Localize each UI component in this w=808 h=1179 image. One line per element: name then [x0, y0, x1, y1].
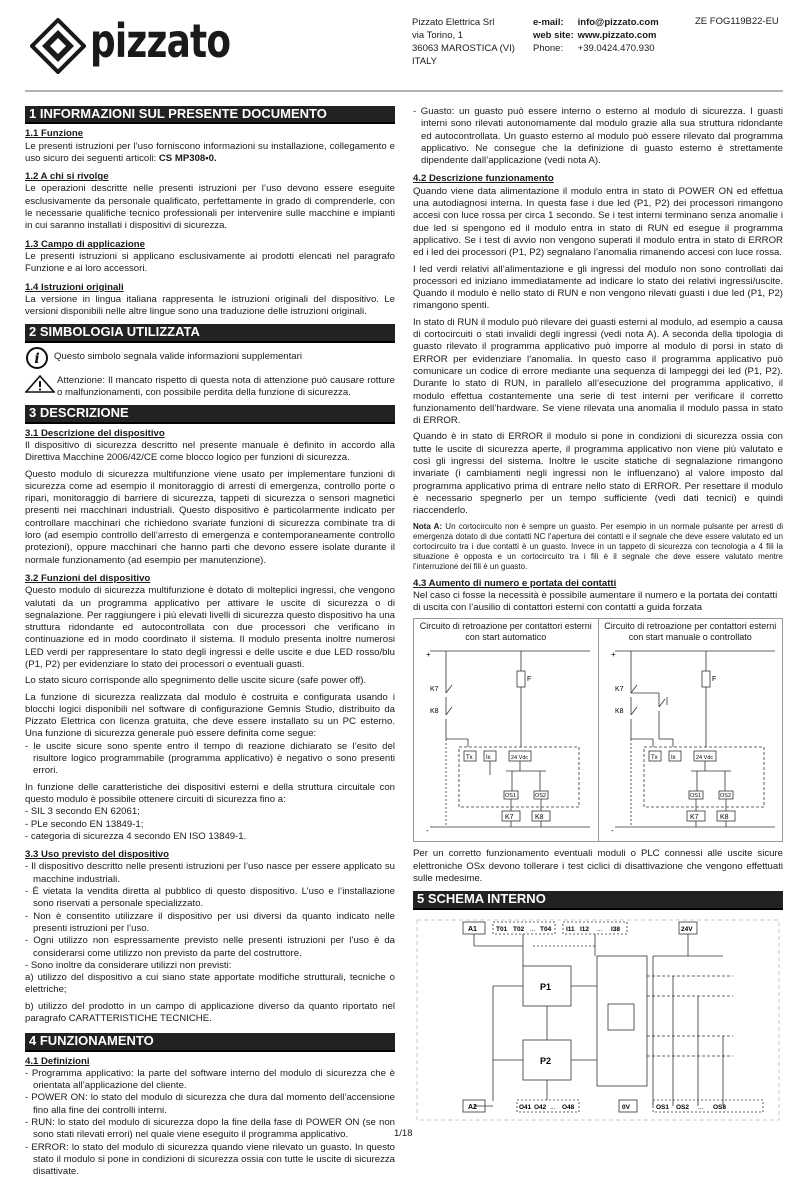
24v-terminal: 24V: [681, 925, 693, 933]
circuit-auto-title: Circuito di retroazione per contattori esterni con start automatico: [419, 621, 592, 643]
pizzato-diamond-icon: [30, 18, 86, 74]
company-address: [412, 16, 515, 68]
article-code: CS MP308•0.: [158, 152, 217, 164]
email-label: e-mail:: [533, 17, 564, 28]
heading-4-3: 4.3 Aumento di numero e portata dei contatti: [413, 577, 617, 589]
phone-label: Phone:: [533, 43, 564, 54]
o48-terminal: O48: [562, 1103, 575, 1111]
warning-symbol-row: [25, 375, 395, 400]
os1-label: OS1: [505, 793, 517, 800]
heading-3-3: 3.3 Uso previsto del dispositivo: [25, 849, 169, 861]
circuit-manual-start: [598, 619, 783, 841]
ellipsis: ...: [550, 1103, 556, 1111]
ellipsis: ...: [597, 925, 603, 933]
para-1-4: La versione in lingua italiana rappresenta le istruzioni originali del dispositivo. Le versioni disponibili nelle altre lingue sono una traduzione delle istruzioni originali.: [25, 293, 395, 318]
para-4-2d: Quando è in stato di ERROR il modulo si pone in condizioni di sicurezza ossia con tutte le uscite di sicurezza aperte, il programma applicativo non viene più valutato e così gli ingressi del sistema. Inoltre le uscite statiche di segnalazione rimangono invariate (i cambiamenti negli ingressi non le influenzano) al valore imposto dal programma applicativo prima di entrare nello stato di ERROR. Per resettare il modulo è necessario spegnerlo per un tempo sufficiente (vedi dati tecnici) e quindi riaccenderlo.: [413, 431, 783, 517]
para-3-2d: - le uscite sicure sono spente entro il tempo di reazione dichiarato se l’esito del risultore logico programmabile (programma applicativo) è negativo o sono presenti errori.: [25, 740, 395, 777]
i38-terminal: I38: [611, 925, 621, 933]
heading-1-3: 1.3 Campo di applicazione: [25, 238, 145, 250]
para-1-1: [25, 141, 395, 166]
note-a-text: Un cortocircuito non è sempre un guasto. Per esempio in un normale pulsante per arresti di emergenza dotato di due contatti NC l’apertura dei contatti e il segnale che deve essere valutato ed un cortocircuito tra i due contatti è un guasto. Invece in un tappeto di sicurezza con tecnologia a 4 fili la situazione è opposta e un cortocircuito tra i fili è il segnale che deve essere valutato mentre l’interruzione dei fili è un guasto.: [413, 521, 783, 571]
para-1-3: Le presenti istruzioni si applicano esclusivamente ai prodotti elencati nel paragrafo Funzione e ai loro accessori.: [25, 250, 395, 275]
ellipsis: ...: [698, 1103, 704, 1111]
svg-text:i: i: [34, 350, 40, 367]
o41-terminal: O41: [519, 1103, 532, 1111]
address-line: ITALY: [412, 56, 437, 67]
fuse-label: F: [711, 676, 716, 684]
feedback-circuits: [413, 618, 783, 842]
k7-label: K7: [430, 686, 439, 694]
heading-3-1: 3.1 Descrizione del dispositivo: [25, 427, 165, 439]
24vdc-label: 24 Vdc: [695, 755, 713, 762]
list-item: - Guasto: un guasto può essere interno o esterno al modulo di sicurezza. I guasti interni sono rilevati autonomamente dal modulo grazie alla sua struttura ridondante ed autocontrollata. Un guasto esterno al modulo può essere rilevato dal programma applicativo. Ne consegue che la definizione di guasto esterno è strettamente dipendente dall’applicazione (vedi nota A).: [413, 106, 783, 167]
tx-label: Tx: [466, 755, 473, 762]
k8-label: K8: [430, 708, 439, 716]
para-3-2a: Questo modulo di sicurezza multifunzione è dotato di molteplici ingressi, che vengono valutati da un programma applicativo per attivare le uscite di sicurezza o di segnalazione. Per raggiungere i più elevati livelli di sicurezza questo dispositivo ha una struttura ridondante ed autocontrollata con due processori che verificano in continuazione ed in modo coordinato il sistema. Il modulo presenta inoltre numerosi LED verdi per rappresentare lo stato degli ingressi e delle uscite e due LED rosso/blu (P1, P2) per evidenziare lo stato dei processori o eventuali guasti.: [25, 585, 395, 670]
list-item: - POWER ON: lo stato del modulo di sicurezza che dura dal momento dell’accensione fino alla fine dei controlli interni.: [25, 1092, 395, 1116]
list-item: - Ogni utilizzo non espressamente previsto nelle presenti istruzioni per l’uso è da considerarsi come utilizzo non previsto da parte del costruttore.: [25, 935, 395, 959]
brand-wordmark: pizzato: [90, 14, 231, 68]
web-value[interactable]: www.pizzato.com: [577, 30, 657, 41]
plus-label: +: [426, 650, 431, 660]
page-number: 1/18: [394, 1128, 413, 1139]
processor-p2: P2: [540, 1055, 552, 1066]
address-line: via Torino, 1: [412, 30, 464, 41]
right-column: [413, 106, 783, 1131]
i11-terminal: I11: [566, 925, 575, 933]
k8-coil-label: K8: [719, 814, 729, 822]
a1-terminal: A1: [468, 925, 477, 933]
para-4-2b: I led verdi relativi all’alimentazione e gli ingressi del modulo non sono controllati dai processori ed iniziano immediatamente ad indicare lo stato dei relativi ingressi/uscite. Quando il modulo è nello stato di RUN e non vengono rilevati guasti i due led (P1, P2) rimangono spenti.: [413, 263, 783, 312]
list-item: - RUN: lo stato del modulo di sicurezza dopo la fine della fase di POWER ON (se non sono stati rilevati errori) nel quale viene eseguito il programma applicativo.: [25, 1117, 395, 1141]
para-3-2b: Lo stato sicuro corrisponde allo spegnimento delle uscite sicure (safe power off).: [25, 675, 367, 687]
note-a: [413, 522, 783, 572]
heading-1-4: 1.4 Istruzioni originali: [25, 281, 124, 293]
os1-terminal: OS1: [656, 1103, 670, 1111]
document-code: ZE FOG119B22-EU: [695, 16, 779, 27]
circuit-auto-start: [414, 619, 598, 841]
header-divider: [25, 90, 783, 92]
plus-label: +: [610, 650, 616, 660]
para-4-3: Nel caso ci fosse la necessità è possibile aumentare il numero e la portata dei contatti di uscita con l’ausilio di contattori esterni con contatti a guida forzata: [413, 589, 778, 614]
para-3-1a: Il dispositivo di sicurezza descritto nel presente manuale è definito in accordo alla Direttiva Macchine 2006/42/CE come blocco logico per funzioni di sicurezza.: [25, 439, 395, 464]
t01-terminal: T01: [496, 925, 508, 933]
tx-label: Tx: [650, 755, 658, 762]
t04-terminal: T04: [540, 925, 552, 933]
section-3-title: 3 DESCRIZIONE: [25, 405, 395, 423]
internal-schema-diagram: [413, 916, 783, 1131]
24vdc-label: 24 Vdc: [511, 755, 529, 762]
list-item: - È vietata la vendita diretta al pubblico di questo dispositivo. L’uso e l’installazione sono riservati a personale specializzato.: [25, 886, 395, 910]
list-item: b) utilizzo del prodotto in un campo di applicazione diverso da quanto riportato nel paragrafo CARATTERISTICHE TECNICHE.: [25, 1000, 395, 1024]
address-line: Pizzato Elettrica Srl: [412, 17, 495, 28]
list-item: - Sono inoltre da considerare utilizzi non previsti:: [25, 959, 232, 971]
pizzato-logo: [30, 14, 231, 76]
k7-coil-label: K7: [689, 814, 699, 822]
list-item: - Il dispositivo descritto nelle presenti istruzioni per l’uso nasce per essere applicato su macchine industriali.: [25, 861, 395, 885]
circuit-manual-title: Circuito di retroazione per contattori esterni con start manuale o controllato: [604, 621, 777, 643]
para-1-1-text: Le presenti istruzioni per l’uso forniscono informazioni su installazione, collegamento e uso sicuro dei seguenti articoli:: [25, 140, 395, 164]
list-item: - ERROR: lo stato del modulo di sicurezza quando viene rilevato un guasto. In questo stato il modulo si pone in condizioni di sicurezza ossia con tutte le uscite di sicurezza disattivate.: [25, 1141, 395, 1178]
section-4-title: 4 FUNZIONAMENTO: [25, 1033, 395, 1051]
list-item: - Programma applicativo: la parte del software interno del modulo di sicurezza che è orientata all’applicazione del cliente.: [25, 1067, 395, 1092]
minus-label: -: [426, 826, 429, 836]
list-item: a) utilizzo del dispositivo a cui siano state apportate modifiche strutturali, tecniche o elettriche;: [25, 972, 395, 996]
k8-coil-label: K8: [535, 814, 544, 822]
internal-schema: [413, 916, 783, 1131]
address-line: 36063 MAROSTICA (VI): [412, 43, 515, 54]
k8-label: K8: [614, 708, 624, 716]
heading-3-2: 3.2 Funzioni del dispositivo: [25, 572, 151, 584]
ix-label: Ix: [670, 755, 676, 762]
processor-p1: P1: [540, 981, 552, 992]
a2-terminal: A2: [468, 1103, 477, 1111]
0v-terminal: 0V: [622, 1103, 630, 1111]
note-a-label: Nota A:: [413, 521, 443, 531]
para-3-2e: In funzione delle caratteristiche dei dispositivi esterni e della struttura circuitale con questo modulo è possibile ottenere circuiti di sicurezza fino a:: [25, 781, 395, 805]
heading-4-1: 4.1 Definizioni: [25, 1055, 90, 1067]
circuit-manual-diagram: [601, 647, 779, 835]
heading-1-1: 1.1 Funzione: [25, 128, 84, 140]
para-4-2a: Quando viene data alimentazione il modulo entra in stato di POWER ON ed effettua una autodiagnosi interna. In questa fase i due led (P1, P2) dei processori rimangono accesi con luce rossa per circa 1 secondo. Se i test interni terminano senza anomalie i due led si spengono ed il modulo entra in stato di RUN ed esegue il programma applicativo. Se i test di avvio non vengono superati il modulo entra in stato di ERROR ed i led dei processori (P1, P2) segnalano l’anomalia rimanendo accesi con luce rossa.: [413, 185, 783, 259]
list-item: - categoria di sicurezza 4 secondo EN ISO 13849-1.: [25, 830, 247, 842]
para-4-2c: In stato di RUN il modulo può rilevare dei guasti esterni al modulo, ad esempio a causa di cortocircuiti o stati invalidi degli ingressi (vedi nota A). A seconda della tipologia di guasto rilevato il programma applicativo può imporre al modulo di porsi in stato di ERROR per evidenziare l’anomalia. In questo caso il programma applicativo può comunicare un codice di errore mediante una sequenza di lampeggi dei led (P1, P2). Durante lo stato di RUN, in parallelo all’esecuzione del programma applicativo, il modulo effettua costantemente una serie di test interni per verificare il corretto funzionamento dell’hardware. Se viene rilevata una anomalia il modulo passa in stato di ERROR.: [413, 316, 783, 427]
email-value[interactable]: info@pizzato.com: [577, 17, 659, 28]
heading-4-2: 4.2 Descrizione funzionamento: [413, 173, 554, 185]
list-item: - PLe secondo EN 13849-1;: [25, 818, 144, 830]
warning-icon: [25, 375, 55, 393]
os1-label: OS1: [689, 793, 701, 800]
i12-terminal: I12: [580, 925, 590, 933]
web-label: web site:: [533, 30, 574, 41]
k7-coil-label: K7: [505, 814, 514, 822]
ellipsis: ...: [530, 925, 536, 933]
warning-symbol-text: Attenzione: Il mancato rispetto di questa nota di attenzione può causare rotture o malfunzionamenti, con possibile perdita della funzione di sicurezza.: [57, 374, 395, 399]
k7-label: K7: [614, 686, 624, 694]
heading-1-2: 1.2 A chi si rivolge: [25, 171, 109, 183]
page-header: [0, 0, 808, 95]
para-3-2c: La funzione di sicurezza realizzata dal modulo è costruita e configurata usando i blocchi logici disponibili nel software di configurazione Gemnis Studio, distribuito da Pizzato Elettrica con licenza gratuita, che deve essere installato su un PC esterno. Una funzione di sicurezza generale può essere definita come segue:: [25, 691, 395, 740]
section-2-title: 2 SIMBOLOGIA UTILIZZATA: [25, 324, 395, 342]
info-symbol-text: Questo simbolo segnala valide informazioni supplementari: [54, 350, 302, 362]
ix-label: Ix: [486, 755, 491, 762]
list-item: - Non è consentito utilizzare il dispositivo per usi diversi da quanto indicato nelle presenti istruzioni per l’uso.: [25, 910, 395, 934]
os8-terminal: OS8: [713, 1103, 727, 1111]
info-icon: [25, 347, 51, 369]
para-1-2: Le operazioni descritte nelle presenti istruzioni per l’uso devono essere eseguite esclusivamente da personale qualificato, perfettamente in grado di comprenderle, con le necessarie qualifiche tecnico professionali per intervenire sulle macchine e impianti in cui saranno installati i dispositivi di sicurezza.: [25, 183, 395, 232]
fuse-label: F: [527, 676, 532, 684]
section-5-title: 5 SCHEMA INTERNO: [413, 891, 783, 909]
left-column: [25, 106, 395, 1179]
info-symbol-row: [25, 347, 395, 369]
phone-value: +39.0424.470.930: [577, 43, 655, 54]
minus-label: -: [610, 826, 614, 836]
circuit-auto-diagram: [416, 647, 594, 835]
contact-info: [533, 16, 659, 55]
para-4-3b: Per un corretto funzionamento eventuali moduli o PLC connessi alle uscite sicure elettroniche OSx devono tollerare i test ciclici di disattivazione che vengono effettuati sulle medesime.: [413, 848, 783, 884]
o42-terminal: O42: [534, 1103, 547, 1111]
os2-label: OS2: [535, 793, 547, 800]
list-item: - SIL 3 secondo EN 62061;: [25, 806, 140, 818]
t02-terminal: T02: [513, 925, 525, 933]
section-1-title: 1 INFORMAZIONI SUL PRESENTE DOCUMENTO: [25, 106, 395, 124]
os2-terminal: OS2: [676, 1103, 690, 1111]
os2-label: OS2: [719, 793, 731, 800]
para-3-1b: Questo modulo di sicurezza multifunzione viene usato per implementare funzioni di sicurezza come ad esempio il monitoraggio di arresti di emergenza, controllo porte o ripari, monitoraggio di barriere di sicurezza, tappeti di sicurezza o sensori magnetici presenti nei macchinari industriali. Questo dispositivo è particolarmente indicato per controllare macchinari che richiedono svariate funzioni di sicurezza combinate tra di loro (ad esempio controllo dell’arresto di emergenza e contemporaneamente controllo protezioni), oppure macchinari che hanno parti che devono essere isolate durante il normale funzionamento (ad esempio per manutenzione).: [25, 468, 395, 566]
